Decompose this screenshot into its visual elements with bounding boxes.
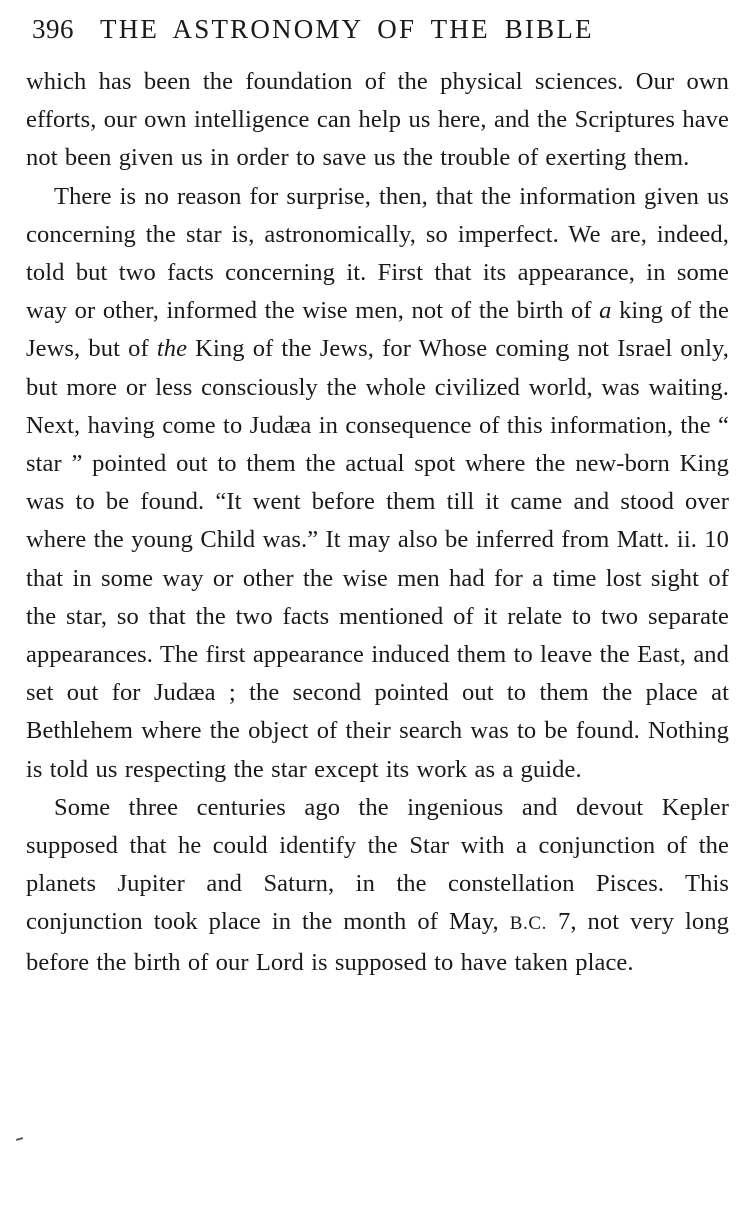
paragraph-1: which has been the foundation of the physical sciences. Our own efforts, our own intelligence can help us here, and the Scriptures have not been given us in order to save us the trouble of exerting them. bbox=[26, 68, 729, 172]
text-run: 7, not very long before the birth of our Lord is supposed to have taken place. bbox=[26, 908, 729, 976]
page-edge-mark bbox=[16, 1137, 23, 1141]
body-text bbox=[26, 63, 729, 982]
text-run: king of the Jews, but of bbox=[26, 297, 729, 363]
paragraph-2 bbox=[26, 178, 729, 789]
text-run: King of the Jews, for Whose coming not Israel only, but more or less consciously the whole civilized world, was waiting. Next, having come to Judæa in consequence of this information, the “ star ” pointed out to them the actual spot where the new-born King was to be found. “It went before them till it came and stood over where the young Child was.” It may also be inferred from Matt. ii. 10 that in some way or other the wise men had for a time lost sight of the star, so that the two facts mentioned of it relate to two separate appearances. The first appearance induced them to leave the East, and set out for Judæa ; the second pointed out to them the place at Bethlehem where the object of their search was to be found. Nothing is told us respecting the star except its work as a guide. bbox=[26, 335, 729, 783]
emphasis-word: a bbox=[599, 297, 612, 325]
text-run: Some three centuries ago the ingenious and devout Kepler supposed that he could identify the Star with a conjunction of the planets Jupiter and Saturn, in the constellation Pisces. This conjunction took place in the month of May, bbox=[26, 793, 729, 936]
paragraph-3 bbox=[26, 789, 729, 982]
emphasis-word: the bbox=[156, 335, 188, 363]
small-caps-abbrev: B.C. bbox=[509, 913, 548, 935]
running-head-title: THE ASTRONOMY OF THE BIBLE bbox=[100, 14, 594, 44]
text-run: There is no reason for surprise, then, that the information given us concerning the star is, astronomically, so imperfect. We are, indeed, told but two facts concerning it. First that its appearance, in some way or other, informed the wise men, not of the birth of bbox=[26, 182, 729, 325]
page-number: 396 bbox=[32, 14, 74, 44]
running-head bbox=[32, 14, 729, 45]
